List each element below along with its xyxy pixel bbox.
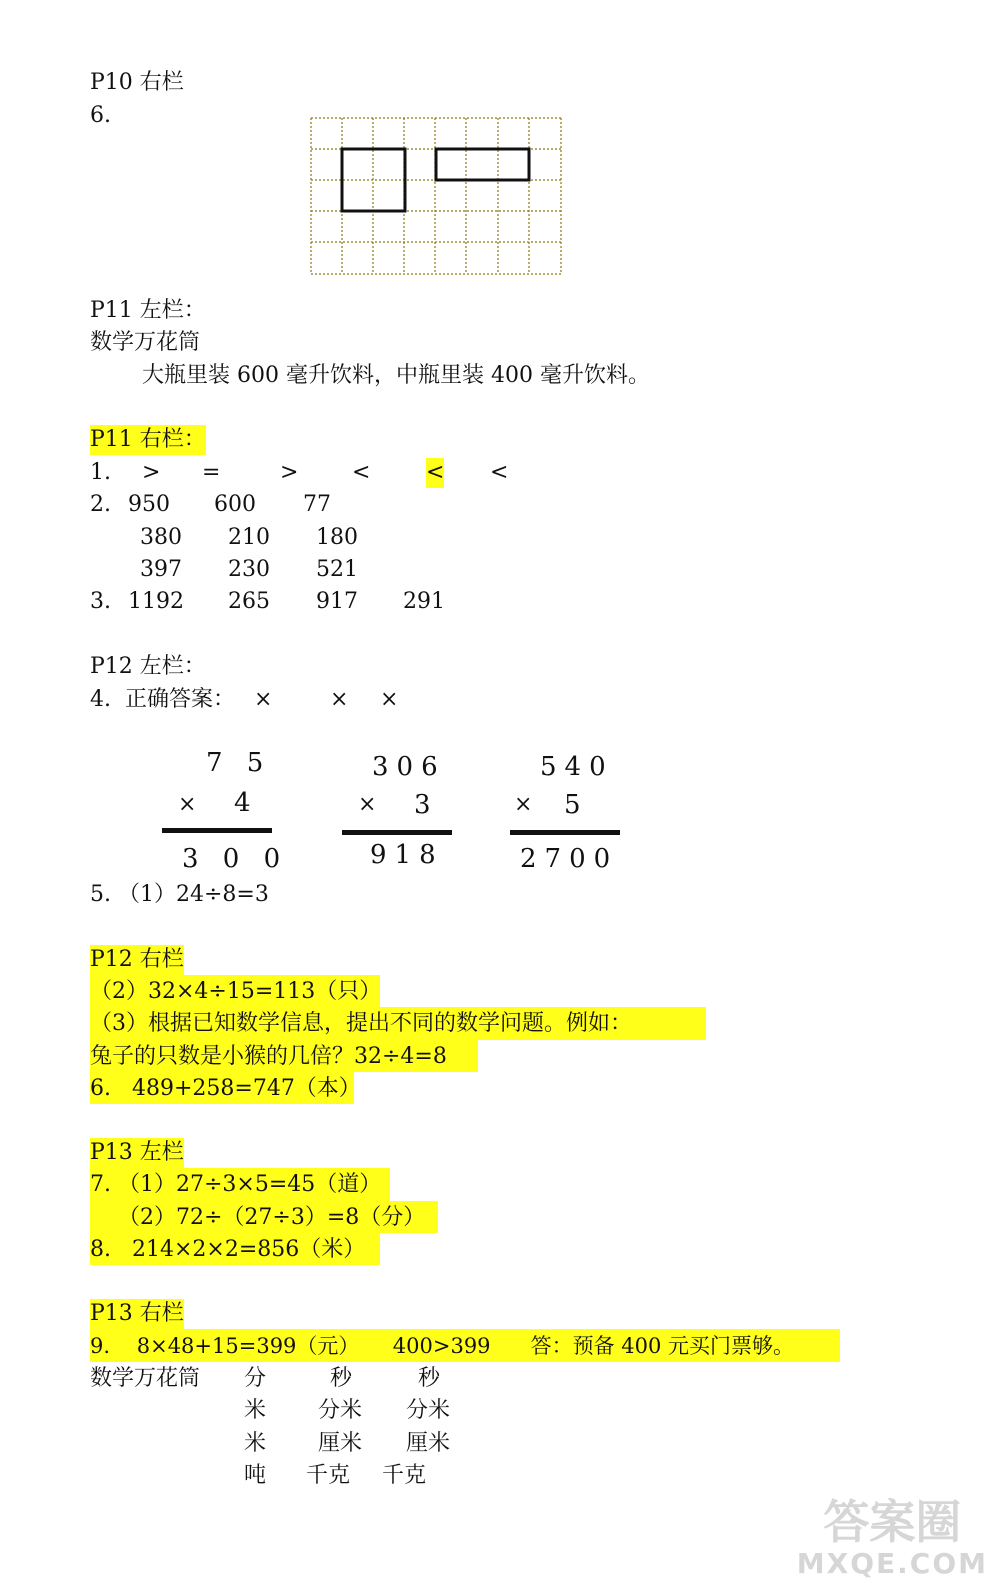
p12-left-heading: P12 左栏： — [90, 654, 206, 679]
p12-right-line: （2）32×4÷15=113（只） — [90, 979, 382, 1004]
q4-label: 4. 正确答案： — [90, 687, 235, 712]
q3-value: 917 — [316, 589, 358, 614]
times-sign: × — [358, 792, 377, 817]
q4-mark: × — [330, 687, 349, 712]
product: 918 — [370, 840, 444, 870]
result-line — [162, 828, 272, 833]
q2-number: 2. — [90, 492, 111, 517]
q1-answer: = — [202, 460, 221, 485]
unit-cell: 分 — [244, 1366, 267, 1391]
q1-answer: < — [426, 458, 444, 488]
q1-answer: > — [142, 460, 161, 485]
p12-right-line: 兔子的只数是小猴的几倍？32÷4=8 — [90, 1044, 447, 1069]
q3-value: 291 — [403, 589, 445, 614]
watermark — [797, 1497, 988, 1580]
rectangle-shape — [436, 149, 529, 180]
q2-value: 397 — [140, 557, 182, 582]
q2-value: 210 — [228, 525, 270, 550]
unit-cell: 米 — [244, 1431, 267, 1456]
kaleidoscope-title-2: 数学万花筒 — [90, 1366, 201, 1391]
vertical-multiplication — [160, 748, 289, 888]
unit-cell: 厘米 — [318, 1431, 363, 1456]
q1-answer: < — [352, 460, 371, 485]
q3-number: 3. — [90, 589, 111, 614]
p12-right-heading: P12 右栏 — [90, 947, 184, 972]
q6-number: 6. — [90, 103, 111, 128]
p13-right-heading: P13 右栏 — [90, 1301, 184, 1326]
p13-left-line: 7. （1）27÷3×5=45（道） — [90, 1172, 382, 1197]
kaleidoscope-text: 大瓶里装 600 毫升饮料，中瓶里装 400 毫升饮料。 — [142, 363, 650, 388]
p12-right-line: 6. 489+258=747（本） — [90, 1076, 361, 1101]
q1-number: 1. — [90, 460, 111, 485]
multiplicand: 7 5 — [206, 748, 272, 778]
multiplier: 3 — [414, 790, 439, 820]
q4-mark: × — [380, 687, 399, 712]
watermark-logo: 答案圈 — [823, 1495, 962, 1549]
grid-drawing — [310, 117, 562, 275]
multiplier: 5 — [564, 790, 589, 820]
q4-mark: × — [254, 687, 273, 712]
p12-right-line: （3）根据已知数学信息，提出不同的数学问题。例如： — [90, 1011, 632, 1036]
unit-cell: 千克 — [306, 1463, 351, 1488]
product: 2700 — [520, 844, 619, 874]
watermark-url: MXQE.COM — [796, 1547, 988, 1580]
p11-right-heading: P11 右栏： — [90, 425, 206, 455]
q2-value: 230 — [228, 557, 270, 582]
p13-left-line: 8. 214×2×2=856（米） — [90, 1237, 366, 1262]
unit-cell: 分米 — [406, 1398, 451, 1423]
q9-line: 9. 8×48+15=399（元） 400>399 答：预备 400 元买门票够。 — [90, 1334, 795, 1358]
q3-value: 265 — [228, 589, 270, 614]
result-line — [510, 830, 620, 835]
unit-cell: 秒 — [330, 1366, 353, 1391]
q2-value: 950 — [128, 492, 170, 517]
p13-left-line: （2）72÷（27÷3）=8（分） — [118, 1205, 426, 1230]
q2-value: 380 — [140, 525, 182, 550]
vertical-multiplication — [340, 752, 455, 892]
unit-cell: 吨 — [244, 1463, 267, 1488]
q2-value: 521 — [316, 557, 358, 582]
unit-cell: 千克 — [382, 1463, 427, 1488]
multiplicand: 540 — [540, 752, 614, 782]
multiplicand: 306 — [372, 752, 446, 782]
times-sign: × — [178, 792, 197, 817]
kaleidoscope-title: 数学万花筒 — [90, 330, 201, 355]
unit-cell: 分米 — [318, 1398, 363, 1423]
q2-value: 77 — [303, 492, 331, 517]
unit-cell: 秒 — [418, 1366, 441, 1391]
result-line — [342, 830, 452, 835]
unit-cell: 米 — [244, 1398, 267, 1423]
q2-value: 180 — [316, 525, 358, 550]
p13-left-heading: P13 左栏 — [90, 1140, 184, 1165]
p11-left-heading: P11 左栏： — [90, 298, 206, 323]
q1-answer: > — [280, 460, 299, 485]
vertical-multiplication — [508, 752, 623, 892]
unit-cell: 厘米 — [406, 1431, 451, 1456]
p10-heading: P10 右栏 — [90, 70, 184, 95]
multiplier: 4 — [234, 788, 259, 818]
times-sign: × — [514, 792, 533, 817]
q3-value: 1192 — [128, 589, 184, 614]
q1-answer: < — [490, 460, 509, 485]
product: 3 0 0 — [182, 844, 289, 874]
q2-value: 600 — [214, 492, 256, 517]
q5-line: 5. （1）24÷8=3 — [90, 882, 269, 907]
